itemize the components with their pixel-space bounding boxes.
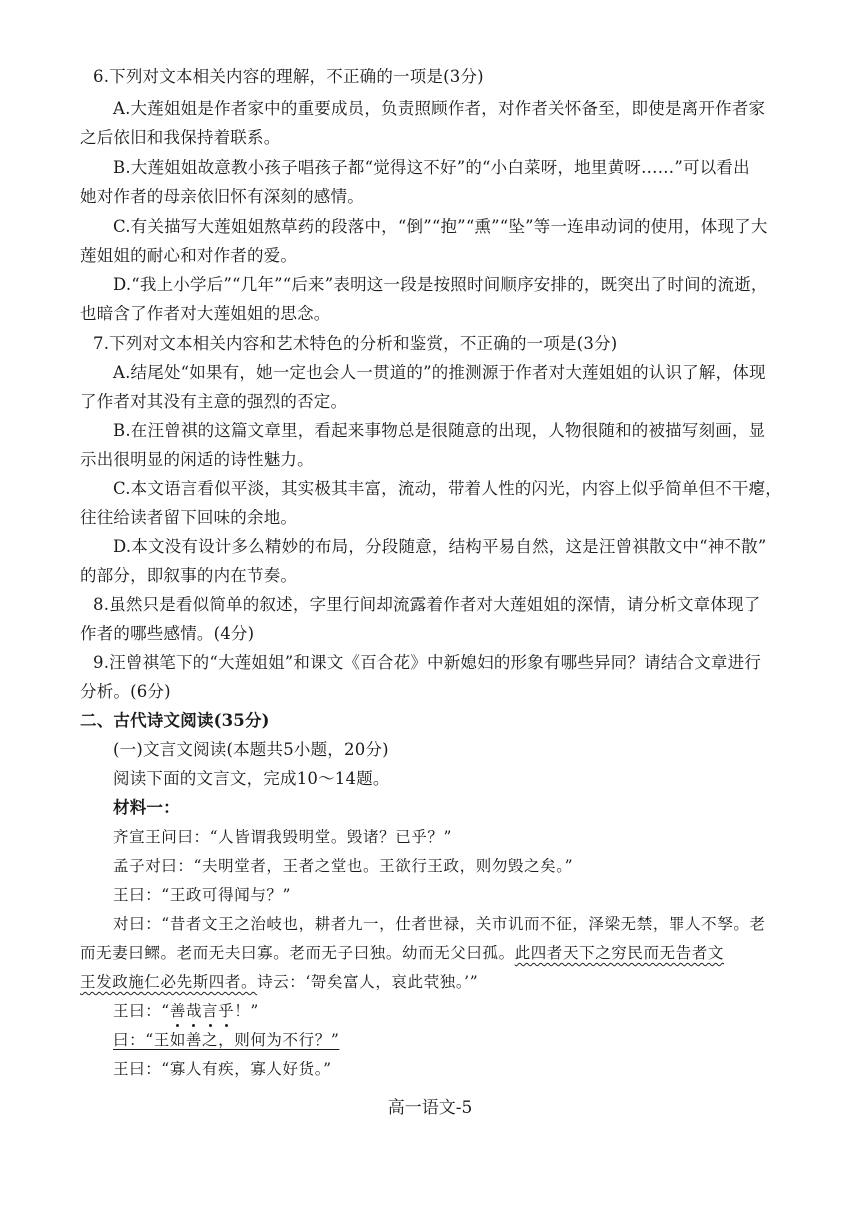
q6-option-c-line1: C.有关描写大莲姐姐熬草药的段落中，“倒”“抱”“熏”“坠”等一连串动词的使用，体现了大	[113, 217, 768, 236]
q6-option-a-line2: 之后依旧和我保持着联系。	[80, 128, 281, 147]
q6-option-d-line1: D.“我上小学后”“几年”“后来”表明这一段是按照时间顺序安排的，既突出了时间的流逝，	[113, 275, 768, 294]
passage-line-3: 王曰：“王政可得闻与？”	[113, 886, 292, 904]
q8-line2: 作者的哪些感情。(4分)	[80, 624, 255, 643]
section2-instruction: 阅读下面的文言文，完成10～14题。	[113, 769, 390, 788]
section2-title: 二、古代诗文阅读(35分)	[80, 711, 270, 730]
q7-option-b-line1: B.在汪曾祺的这篇文章里，看起来事物总是很随意的出现，人物很随和的被描写刻画，显	[113, 421, 766, 440]
q6-option-c-line2: 莲姐姐的耐心和对作者的爱。	[80, 246, 298, 265]
wavy-underlined-text-2: 王发政施仁必先斯四者。	[80, 973, 258, 991]
emphasis-dot-char: 乎	[218, 1002, 235, 1020]
passage-line-6-underlined: 曰：“王如善之，则何为不行？”	[113, 1031, 340, 1049]
emphasis-dot-char: 哉	[185, 1002, 203, 1020]
q6-option-a-line1: A.大莲姐姐是作者家中的重要成员，负责照顾作者，对作者关怀备至，即使是离开作者家	[113, 99, 766, 118]
passage-line-2: 孟子对曰：“夫明堂者，王者之堂也。王欲行王政，则勿毁之矣。”	[113, 857, 574, 875]
passage-line-4a: 对曰：“昔者文王之治岐也，耕者九一，仕者世禄，关市讥而不征，泽梁无禁，罪人不孥。老	[113, 915, 766, 933]
q7-option-a-line1: A.结尾处“如果有，她一定也会人一贯道的”的推测源于作者对大莲姐姐的认识了解，体现	[113, 363, 766, 382]
q7-option-b-line2: 示出很明显的闲适的诗性魅力。	[80, 450, 314, 469]
q7-option-d-line1: D.本文没有设计多么精妙的布局，分段随意，结构平易自然，这是汪曾祺散文中“神不散”	[113, 537, 767, 556]
passage-line-5-pre: 王曰：“	[113, 1002, 170, 1020]
wavy-underlined-text-1: 此四者天下之穷民而无告者文	[514, 944, 725, 962]
passage-line-1: 齐宣王问曰：“人皆谓我毁明堂。毁诸？已乎？”	[113, 828, 453, 846]
q6-option-b-line2: 她对作者的母亲依旧怀有深刻的感情。	[80, 187, 364, 206]
q7-stem: 7.下列对文本相关内容和艺术特色的分析和鉴赏，不正确的一项是(3分)	[93, 334, 618, 353]
passage-line-4b-plain: 而无妻曰鳏。老而无夫曰寡。老而无子曰独。幼而无父曰孤。	[80, 944, 515, 962]
section2-subtitle: (一)文言文阅读(本题共5小题，20分)	[113, 740, 389, 759]
q7-option-a-line2: 了作者对其没有主意的强烈的否定。	[80, 392, 348, 411]
material-one-label: 材料一：	[113, 798, 180, 817]
q7-option-c-line2: 往往给读者留下回味的余地。	[80, 508, 298, 527]
passage-line-5-post: ！”	[234, 1002, 259, 1020]
emphasis-dot-char: 言	[202, 1002, 219, 1020]
q6-option-d-line2: 也暗含了作者对大莲姐姐的思念。	[80, 304, 331, 323]
q7-option-c-line1: C.本文语言看似平淡，其实极其丰富，流动，带着人性的闪光，内容上似乎简单但不干瘪，	[113, 479, 782, 498]
page-footer: 高一语文-5	[387, 1098, 473, 1118]
passage-line-4b	[80, 942, 724, 964]
emphasis-dot-char: 善	[169, 1002, 186, 1020]
q7-option-d-line2: 的部分，即叙事的内在节奏。	[80, 566, 298, 585]
passage-line-4c-plain: 诗云：‘哿矣富人，哀此茕独。’”	[257, 973, 479, 991]
q9-line2: 分析。(6分)	[80, 682, 171, 701]
q9-line1: 9.汪曾祺笔下的“大莲姐姐”和课文《百合花》中新媳妇的形象有哪些异同？请结合文章进行	[93, 653, 762, 672]
dot-emphasized-text	[170, 1002, 234, 1020]
q8-line1: 8.虽然只是看似简单的叙述，字里行间却流露着作者对大莲姐姐的深情，请分析文章体现了	[93, 595, 761, 614]
passage-line-4c	[80, 971, 478, 993]
q6-stem: 6.下列对文本相关内容的理解，不正确的一项是(3分)	[93, 67, 484, 86]
passage-line-7: 王曰：“寡人有疾，寡人好货。”	[113, 1060, 332, 1078]
q6-option-b-line1: B.大莲姐姐故意教小孩子唱孩子都“觉得这不好”的“小白菜呀，地里黄呀……”可以看出	[113, 158, 750, 177]
passage-line-5	[113, 1000, 259, 1022]
